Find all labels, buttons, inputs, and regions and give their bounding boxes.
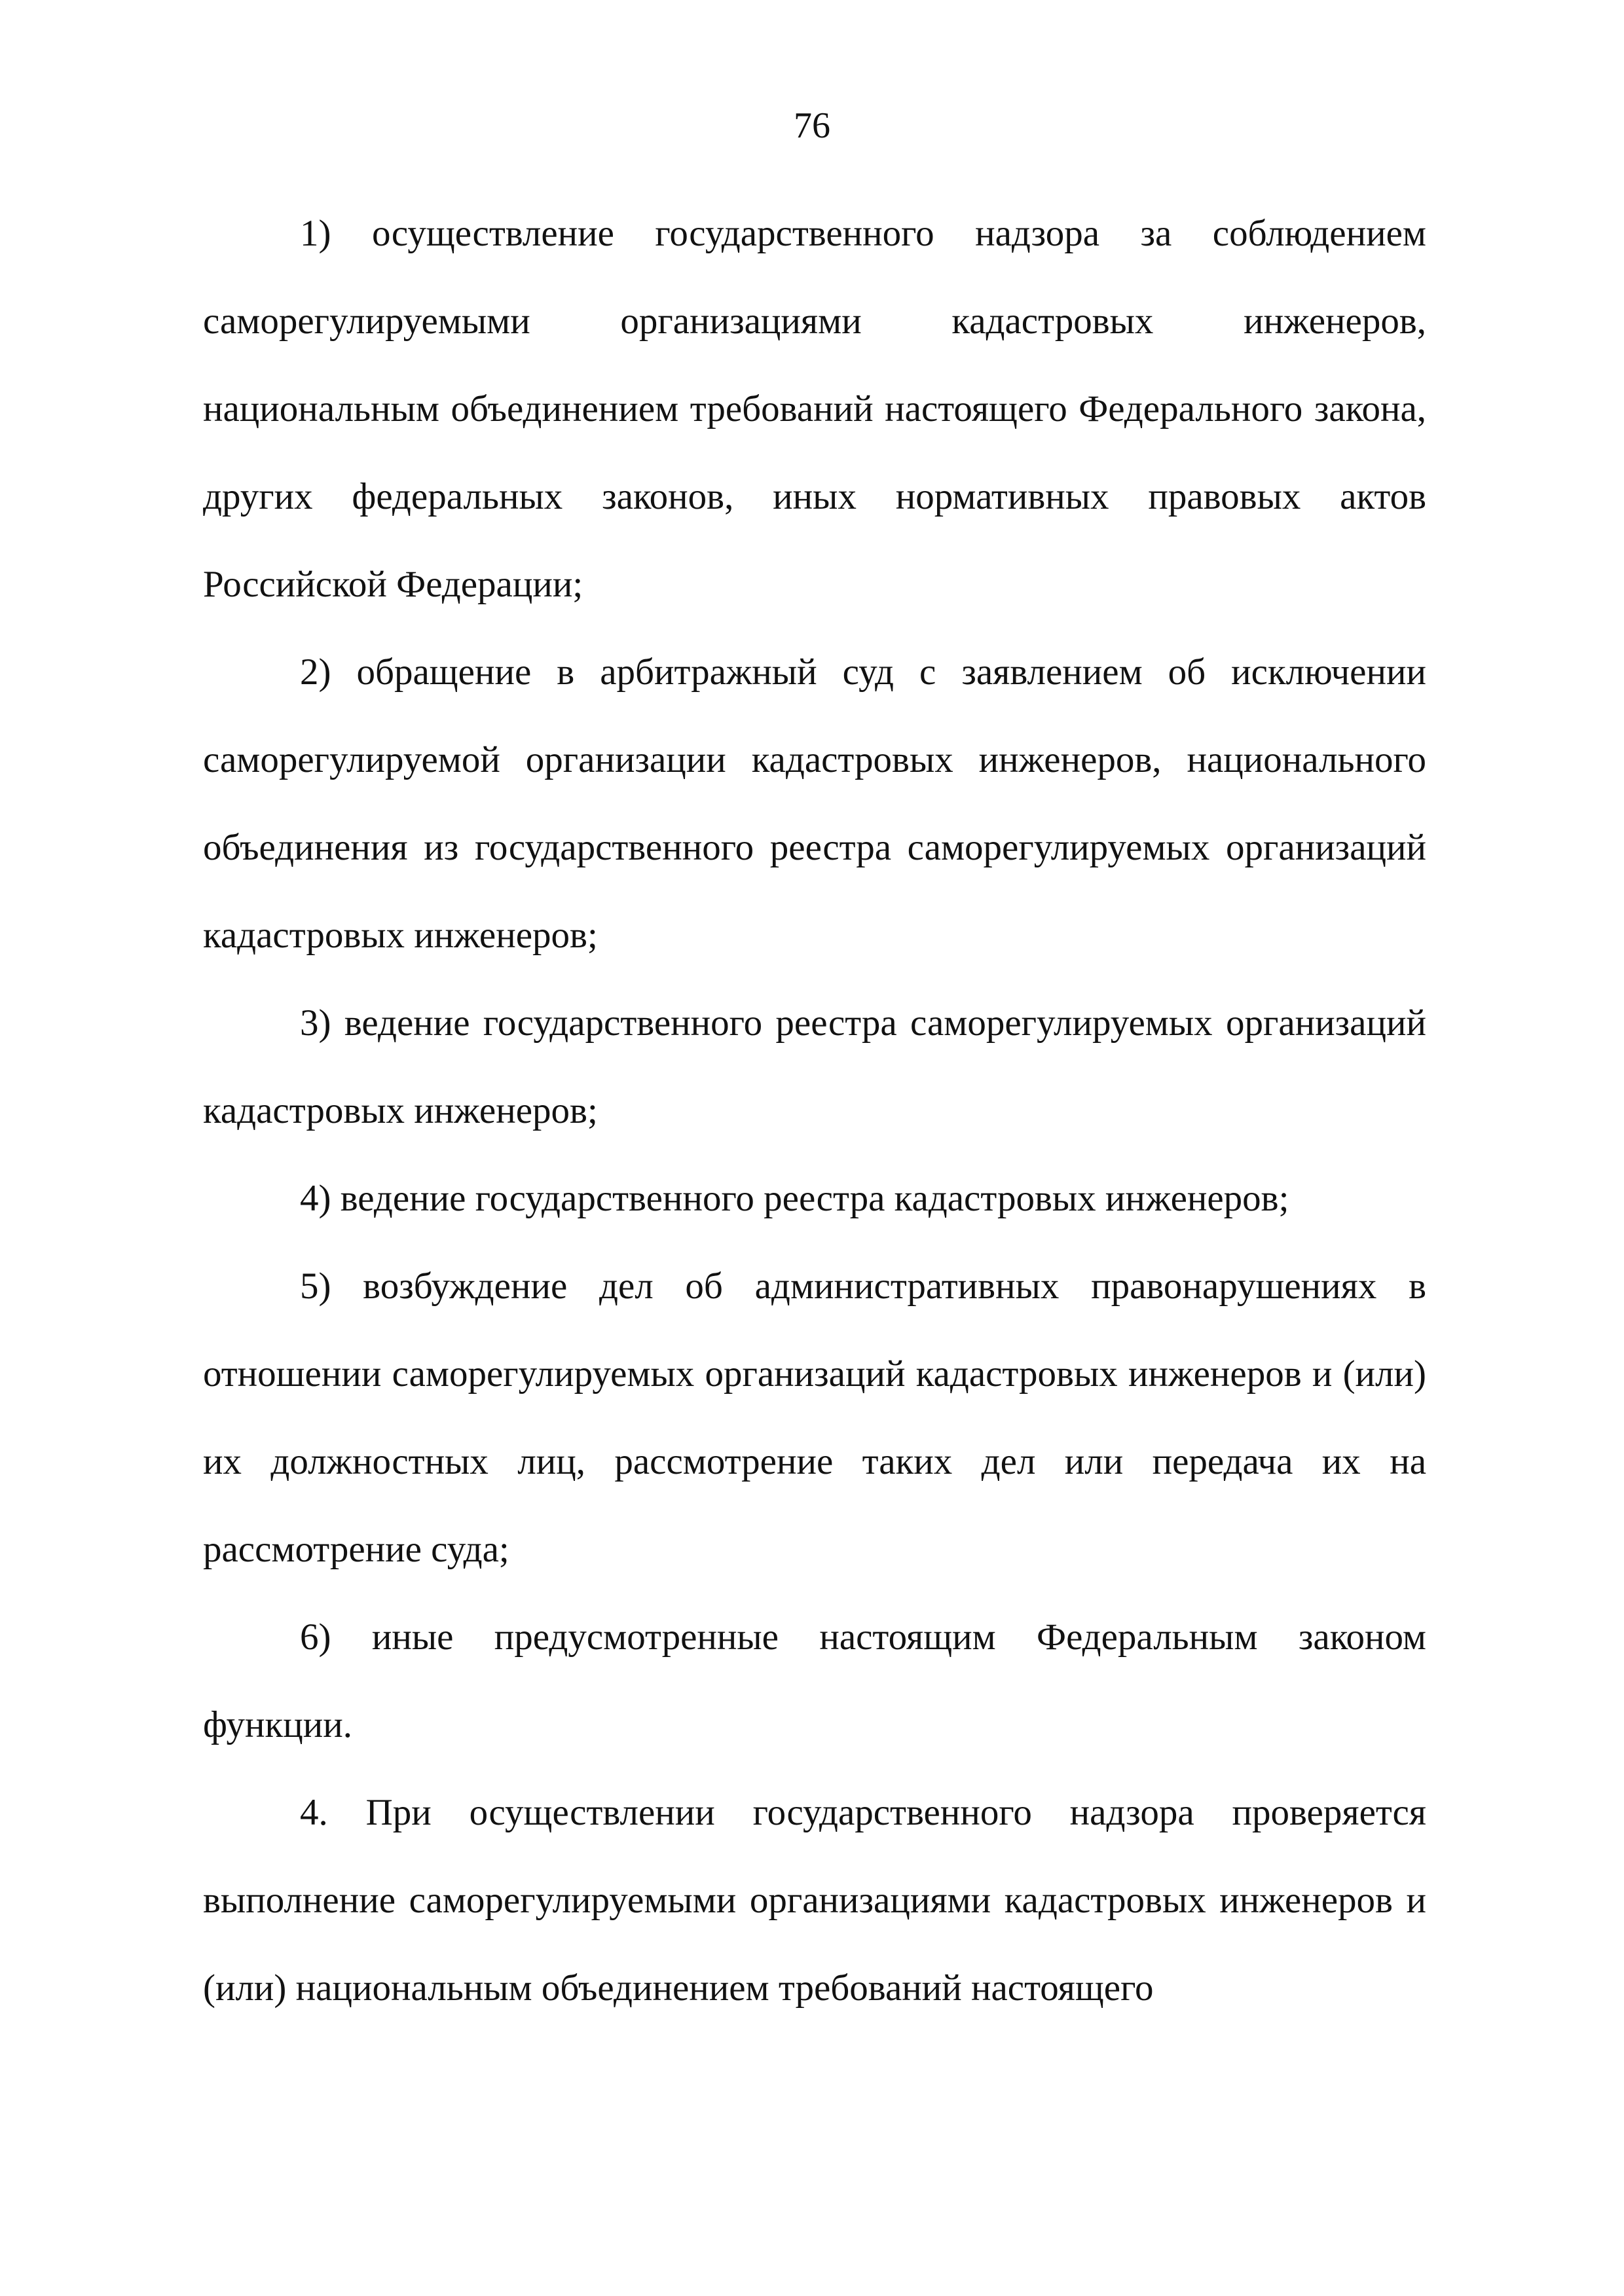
page-number: 76 xyxy=(794,105,830,146)
paragraph-item-1: 1) осуществление государственного надзора за соблюдением саморегулируемыми организациями кадастровых инженеров, национальным объединением требований настоящего Федерального закона, других федеральных законов, иных нормативных правовых актов Российской Федерации; xyxy=(203,213,1426,605)
paragraph-item-6: 6) иные предусмотренные настоящим Федеральным законом функции. xyxy=(203,1616,1426,1745)
document-body xyxy=(203,190,1426,2032)
paragraph-item-4: 4) ведение государственного реестра кадастровых инженеров; xyxy=(300,1178,1289,1219)
paragraph-section-4: 4. При осуществлении государственного надзора проверяется выполнение саморегулируемыми организациями кадастровых инженеров и (или) национальным объединением требований настоящего xyxy=(203,1792,1426,2009)
paragraph-item-3: 3) ведение государственного реестра саморегулируемых организаций кадастровых инженеров; xyxy=(203,1002,1426,1131)
paragraph-item-2: 2) обращение в арбитражный суд с заявлением об исключении саморегулируемой организации кадастровых инженеров, национального объединения из государственного реестра саморегулируемых организаций кадастровых инженеров; xyxy=(203,651,1426,956)
paragraph-item-5: 5) возбуждение дел об административных правонарушениях в отношении саморегулируемых организаций кадастровых инженеров и (или) их должностных лиц, рассмотрение таких дел или передача их на рассмотрение суда; xyxy=(203,1266,1426,1570)
